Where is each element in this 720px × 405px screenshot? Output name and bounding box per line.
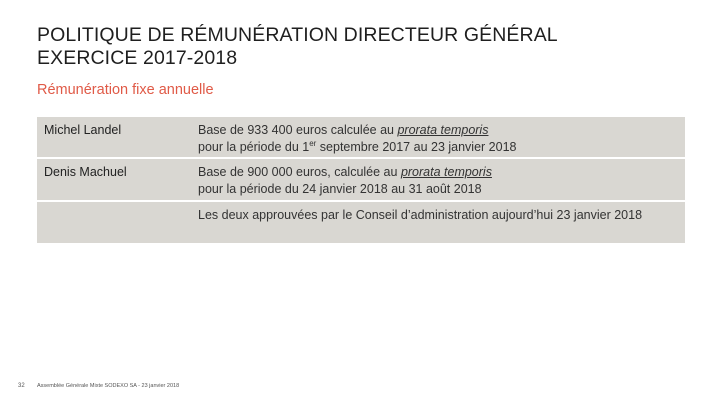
desc-text: pour la période du 1 [198,140,310,154]
footer-text: Assemblée Générale Mixte SODEXO SA - 23 janvier 2018 [37,383,180,389]
row-name: Michel Landel [44,123,122,137]
ordinal-superscript: er [309,138,317,148]
remuneration-table [37,117,685,245]
desc-text: Base de 900 000 euros, calculée au [198,165,401,179]
row-description [198,159,685,198]
table-row [37,159,685,200]
approval-note: Les deux approuvées par le Conseil d’administration aujourd’hui 23 janvier 2018 [198,208,643,222]
row-description-line-1 [198,122,685,139]
desc-text: Base de 933 400 euros calculée au [198,123,398,137]
prorata-temporis-text: prorata temporis [400,165,492,179]
slide-title [37,24,677,70]
slide-title-line-1: POLITIQUE DE RÉMUNÉRATION DIRECTEUR GÉNÉRAL [37,24,558,46]
section-subtitle: Rémunération fixe annuelle [37,82,214,98]
desc-text: septembre 2017 au 23 janvier 2018 [316,140,517,154]
row-name: Denis Machuel [44,165,127,179]
row-description-line-2 [198,139,685,156]
page-number: 32 [18,383,25,389]
row-description [198,117,685,156]
row-description [198,202,685,224]
table-row [37,117,685,157]
table-row [37,202,685,243]
slide-title-line-2: EXERCICE 2017-2018 [37,47,238,69]
row-description-line-2: pour la période du 24 janvier 2018 au 31 août 2018 [198,182,482,196]
row-name [37,202,198,207]
row-description-line-1 [198,164,685,181]
prorata-temporis-text: prorata temporis [397,123,489,137]
